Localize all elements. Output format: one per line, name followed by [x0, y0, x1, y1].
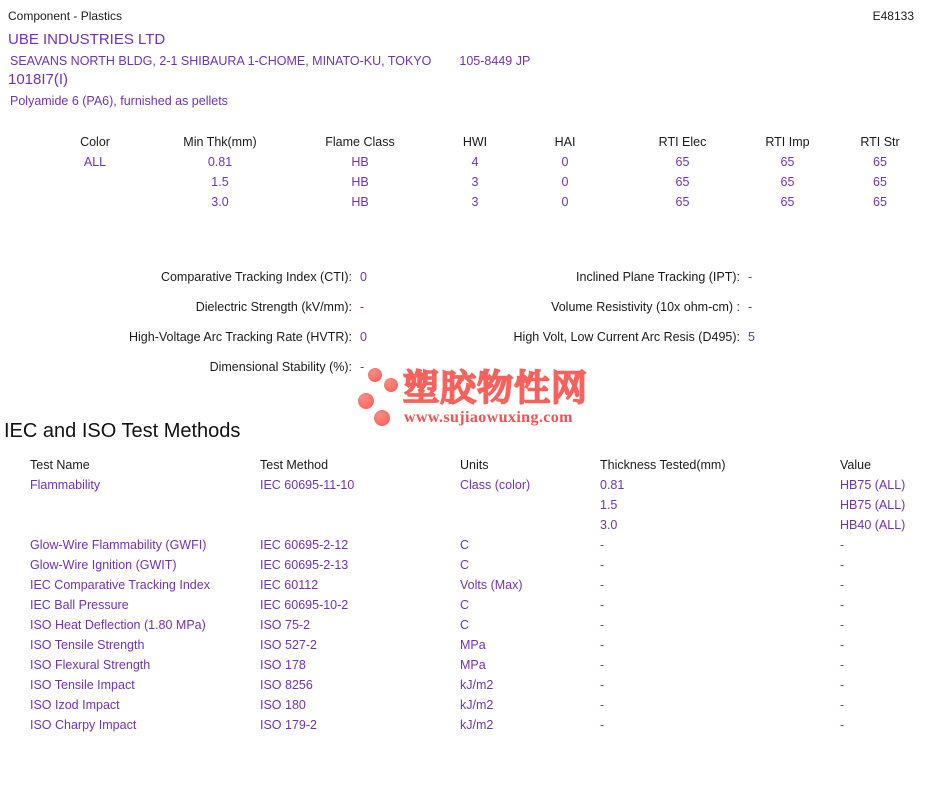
- test-value: -: [840, 678, 845, 692]
- test-thickness: -: [600, 618, 605, 632]
- property-row: [390, 270, 830, 300]
- test-method: ISO 179-2: [260, 718, 317, 732]
- test-column-header: Value: [840, 458, 872, 472]
- ratings-cell: HB: [351, 195, 369, 209]
- ratings-cell: 65: [873, 155, 887, 169]
- test-method: [260, 518, 460, 538]
- test-method: ISO 180: [260, 698, 306, 712]
- logo-dot-icon: [358, 393, 374, 409]
- ratings-cell: 0: [561, 195, 569, 209]
- ratings-cell: 65: [675, 175, 690, 189]
- watermark-site-name: 塑胶物性网: [403, 367, 589, 408]
- test-thickness: 1.5: [600, 498, 618, 512]
- test-units: Class (color): [460, 478, 531, 492]
- test-column-header: Thickness Tested(mm): [600, 458, 726, 472]
- test-method: IEC 60695-2-12: [260, 538, 349, 552]
- property-label: Comparative Tracking Index (CTI):: [160, 270, 352, 284]
- ratings-row: [30, 192, 930, 212]
- ratings-header-row: [30, 132, 930, 152]
- test-units: kJ/m2: [460, 678, 494, 692]
- test-thickness: 3.0: [600, 518, 618, 532]
- test-thickness: -: [600, 598, 605, 612]
- section-title-test-methods: IEC and ISO Test Methods: [4, 420, 241, 442]
- ratings-column-header: HWI: [462, 135, 488, 149]
- property-label: Dielectric Strength (kV/mm):: [195, 300, 352, 314]
- property-label: High Volt, Low Current Arc Resis (D495):: [513, 330, 740, 344]
- material-description: Polyamide 6 (PA6), furnished as pellets: [10, 94, 228, 108]
- test-name: Glow-Wire Flammability (GWFI): [30, 538, 207, 552]
- test-value: HB75 (ALL): [840, 498, 906, 512]
- company-address: [10, 54, 530, 68]
- ratings-cell: 65: [675, 155, 690, 169]
- property-value: 5: [748, 330, 755, 344]
- property-row: [390, 300, 830, 330]
- test-units: C: [460, 538, 470, 552]
- ratings-column-header: HAI: [554, 135, 576, 149]
- ratings-cell: 65: [780, 195, 795, 209]
- ratings-column-header: Min Thk(mm): [183, 135, 257, 149]
- test-value: -: [840, 538, 845, 552]
- property-value: -: [360, 300, 365, 314]
- test-units: [460, 518, 600, 538]
- address-postal: 105-8449 JP: [459, 54, 531, 68]
- ratings-row: [30, 152, 930, 172]
- ratings-column-header: RTI Elec: [658, 135, 707, 149]
- test-units: C: [460, 598, 470, 612]
- test-units: [460, 498, 600, 518]
- test-method: IEC 60112: [260, 578, 319, 592]
- test-column-header: Test Method: [260, 458, 329, 472]
- ratings-cell: 4: [471, 155, 479, 169]
- ratings-cell: HB: [351, 175, 369, 189]
- ratings-column-header: RTI Str: [860, 135, 900, 149]
- ratings-cell: 3.0: [211, 195, 229, 209]
- test-units: kJ/m2: [460, 718, 494, 732]
- test-thickness: -: [600, 698, 605, 712]
- ratings-table: [30, 132, 930, 212]
- test-value: HB40 (ALL): [840, 518, 906, 532]
- ratings-cell: 1.5: [211, 175, 229, 189]
- ratings-cell: 3: [471, 175, 479, 189]
- ratings-cell: 0: [561, 155, 569, 169]
- ratings-cell: 3: [471, 195, 479, 209]
- ratings-cell: 65: [780, 155, 795, 169]
- test-value: -: [840, 578, 845, 592]
- logo-dot-icon: [368, 368, 382, 382]
- property-row: [390, 330, 830, 360]
- test-method: ISO 75-2: [260, 618, 311, 632]
- test-methods-table: [30, 458, 940, 738]
- test-value: -: [840, 718, 845, 732]
- property-value: 0: [360, 270, 367, 284]
- test-column-header: Test Name: [30, 458, 90, 472]
- ratings-column-header: RTI Imp: [765, 135, 810, 149]
- ratings-cell: [30, 192, 160, 212]
- test-name: IEC Ball Pressure: [30, 598, 129, 612]
- test-units: C: [460, 558, 470, 572]
- test-method: IEC 60695-11-10: [260, 478, 355, 492]
- ratings-column-header: Flame Class: [325, 135, 395, 149]
- test-units: MPa: [460, 638, 486, 652]
- test-method: ISO 178: [260, 658, 306, 672]
- test-value: -: [840, 598, 845, 612]
- test-thickness: -: [600, 578, 605, 592]
- test-thickness: 0.81: [600, 478, 625, 492]
- company-name: UBE INDUSTRIES LTD: [8, 31, 166, 48]
- test-value: HB75 (ALL): [840, 478, 906, 492]
- electrical-properties-right: [390, 270, 830, 360]
- test-method: ISO 8256: [260, 678, 313, 692]
- test-name: [30, 518, 260, 538]
- test-value: -: [840, 658, 845, 672]
- ratings-cell: HB: [351, 155, 369, 169]
- ratings-cell: 65: [675, 195, 690, 209]
- test-value: -: [840, 698, 845, 712]
- test-name: Flammability: [30, 478, 101, 492]
- property-value: -: [360, 360, 365, 374]
- property-value: 0: [360, 330, 367, 344]
- test-method: [260, 498, 460, 518]
- test-thickness: -: [600, 638, 605, 652]
- ratings-cell: 0: [561, 175, 569, 189]
- ratings-column-header: Color: [80, 135, 110, 149]
- test-thickness: -: [600, 678, 605, 692]
- test-units: MPa: [460, 658, 486, 672]
- address-street: SEAVANS NORTH BLDG, 2-1 SHIBAURA 1-CHOME, MINATO-KU, TOKYO: [10, 54, 432, 68]
- ratings-cell: 65: [873, 175, 887, 189]
- test-thickness: -: [600, 558, 605, 572]
- ratings-cell: [30, 172, 160, 192]
- property-row: [0, 270, 440, 300]
- test-name: IEC Comparative Tracking Index: [30, 578, 210, 592]
- property-value: -: [748, 300, 753, 314]
- test-thickness: -: [600, 658, 605, 672]
- ratings-cell: 0.81: [207, 155, 233, 169]
- grade-designation: 1018I7(I): [8, 71, 69, 88]
- test-value: -: [840, 638, 845, 652]
- test-units: kJ/m2: [460, 698, 494, 712]
- test-thickness: -: [600, 718, 605, 732]
- logo-dot-icon: [374, 410, 390, 426]
- ul-file-number: E48133: [872, 9, 914, 23]
- test-method: IEC 60695-2-13: [260, 558, 349, 572]
- doc-type-label: Component - Plastics: [8, 9, 123, 23]
- watermark-site-url: www.sujiaowuxing.com: [404, 409, 573, 426]
- property-label: Inclined Plane Tracking (IPT):: [576, 270, 740, 284]
- test-value: -: [840, 558, 845, 572]
- property-label: Volume Resistivity (10x ohm-cm) :: [551, 300, 740, 314]
- logo-dot-icon: [384, 378, 398, 392]
- ratings-cell: ALL: [83, 155, 107, 169]
- test-value: -: [840, 618, 845, 632]
- test-method: IEC 60695-10-2: [260, 598, 349, 612]
- test-method: ISO 527-2: [260, 638, 317, 652]
- property-label: High-Voltage Arc Tracking Rate (HVTR):: [129, 330, 352, 344]
- test-column-header: Units: [460, 458, 489, 472]
- test-name: Glow-Wire Ignition (GWIT): [30, 558, 177, 572]
- test-name: ISO Heat Deflection (1.80 MPa): [30, 618, 206, 632]
- property-row: [0, 330, 440, 360]
- test-name: ISO Izod Impact: [30, 698, 120, 712]
- property-label: Dimensional Stability (%):: [209, 360, 352, 374]
- ratings-body: [30, 152, 930, 212]
- test-name: ISO Flexural Strength: [30, 658, 151, 672]
- test-name: ISO Charpy Impact: [30, 718, 137, 732]
- property-row: [0, 300, 440, 330]
- test-name: ISO Tensile Strength: [30, 638, 145, 652]
- ratings-cell: 65: [780, 175, 795, 189]
- ratings-row: [30, 172, 930, 192]
- property-value: -: [748, 270, 753, 284]
- test-units: C: [460, 618, 470, 632]
- test-units: Volts (Max): [460, 578, 523, 592]
- ratings-cell: 65: [873, 195, 887, 209]
- test-name: ISO Tensile Impact: [30, 678, 135, 692]
- test-thickness: -: [600, 538, 605, 552]
- test-name: [30, 498, 260, 518]
